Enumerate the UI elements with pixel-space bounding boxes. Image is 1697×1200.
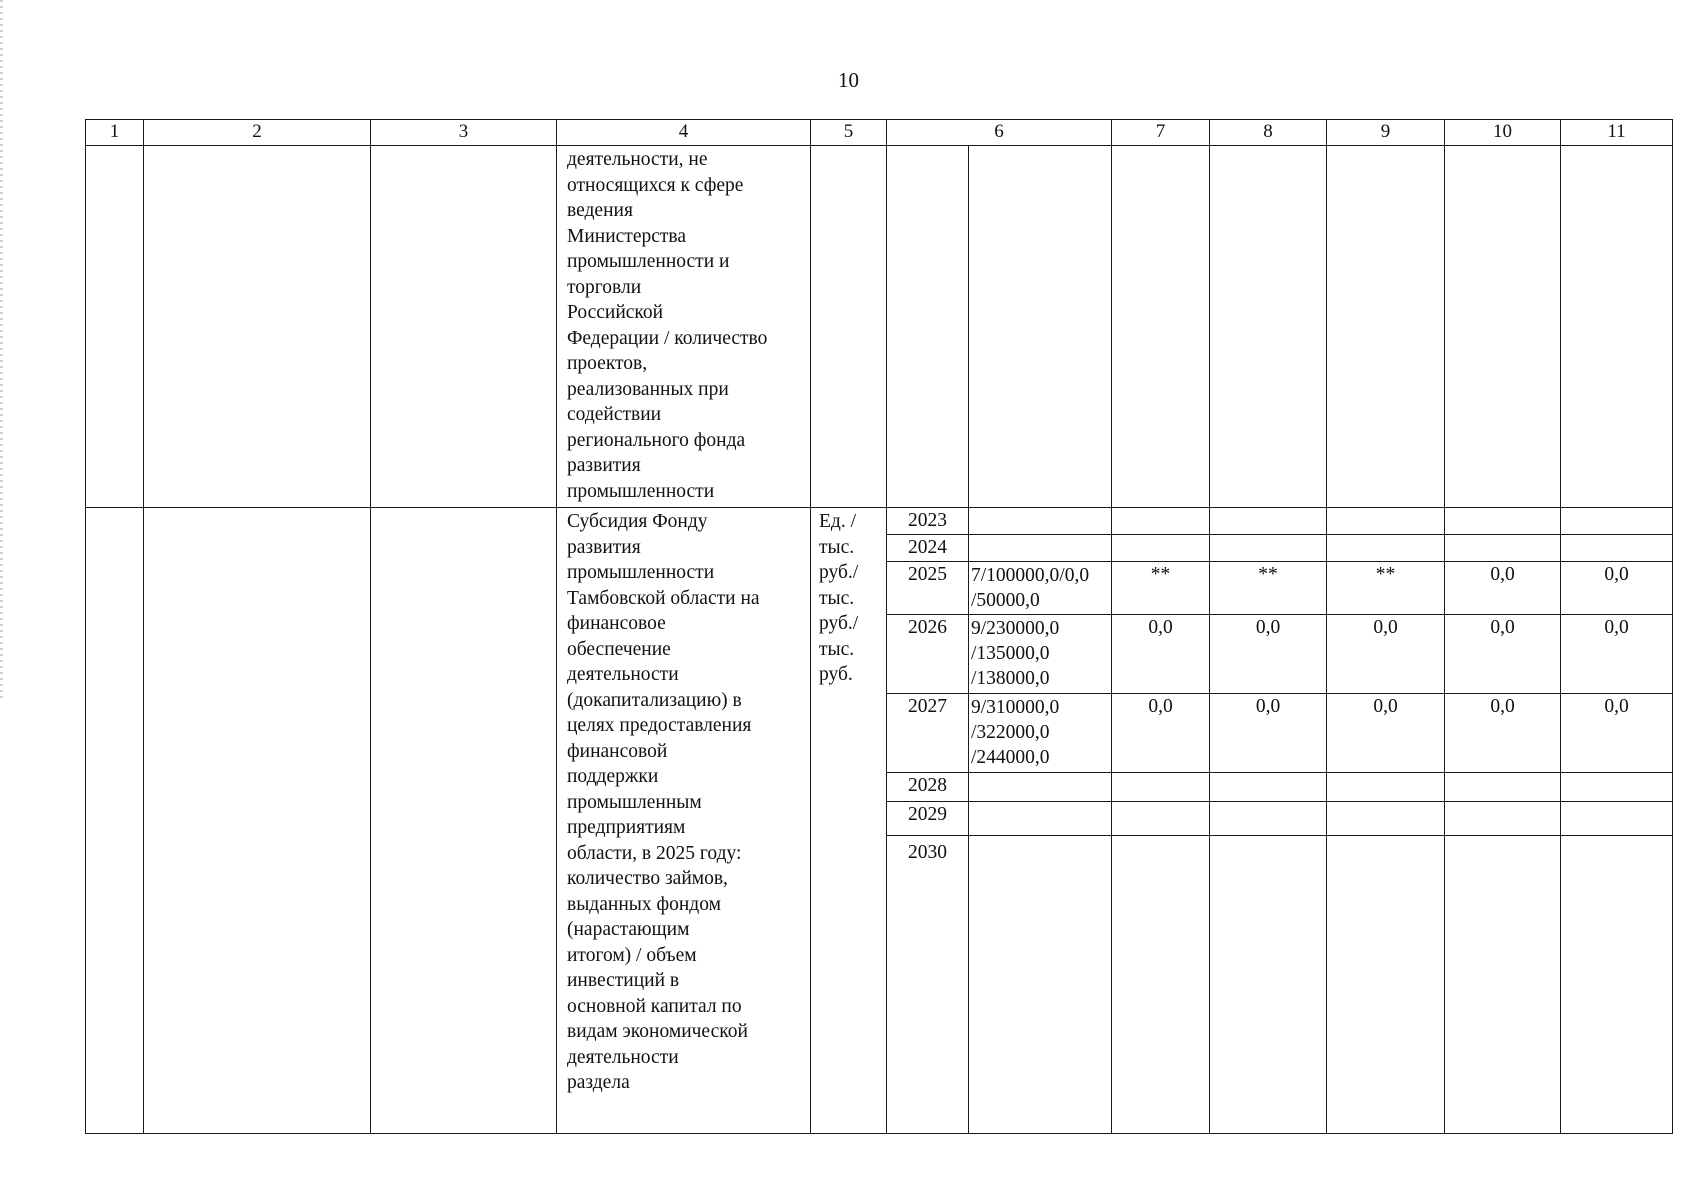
value-cell-col8: ** [1210, 562, 1327, 615]
cell-col10 [1445, 146, 1561, 508]
value-cell [1112, 773, 1210, 802]
header-cell: 7 [1112, 120, 1210, 146]
value-cell-col11: 0,0 [1561, 615, 1673, 694]
value-cell [1327, 535, 1445, 562]
year-cell: 2026 [887, 615, 969, 694]
value-cell [1327, 836, 1445, 1134]
header-cell: 2 [144, 120, 371, 146]
value-cell [1561, 836, 1673, 1134]
value-cell [1561, 535, 1673, 562]
value-cell [1445, 773, 1561, 802]
value-cell [1445, 802, 1561, 836]
scan-edge-mark [0, 0, 3, 700]
year-cell: 2029 [887, 802, 969, 836]
value-cell [1561, 508, 1673, 535]
value-cell-col10: 0,0 [1445, 694, 1561, 773]
value-cell [1210, 802, 1327, 836]
cell-col6a [887, 146, 969, 508]
value-cell-col7: 0,0 [1112, 694, 1210, 773]
value-cell [969, 836, 1112, 1134]
value-cell [1445, 535, 1561, 562]
subsidy-description [557, 508, 811, 1134]
value-cell [1112, 508, 1210, 535]
subsidy-description-text: Субсидия Фонду развития промышленности Тамбовской области на финансовое обеспечение деятельности (докапитализацию) в целях предоставления финансовой поддержки промышленным предприятиям области, в 2025 году: количество займов, выданных фондом (нарастающим итогом) / объем инвестиций в основной капитал по видам экономической деятельности раздела [567, 511, 760, 1093]
value-cell [1112, 802, 1210, 836]
cell-col1 [86, 146, 144, 508]
header-cell: 5 [811, 120, 887, 146]
year-cell: 2030 [887, 836, 969, 1134]
cell-col11 [1561, 146, 1673, 508]
cell-col3 [371, 146, 557, 508]
column-number-header [86, 120, 1673, 146]
value-cell [1210, 773, 1327, 802]
value-cell-col6 [969, 694, 1112, 773]
value-col6-text: 7/100000,0/0,0 /50000,0 [971, 565, 1090, 611]
value-cell-col9: ** [1327, 562, 1445, 615]
year-cell: 2027 [887, 694, 969, 773]
cell-col7 [1112, 146, 1210, 508]
program-table [85, 119, 1673, 1134]
value-cell-col9: 0,0 [1327, 694, 1445, 773]
cell-col1 [86, 508, 144, 1134]
unit-of-measure [811, 508, 887, 1134]
page-number: 10 [838, 68, 859, 92]
value-cell [969, 773, 1112, 802]
value-col6-text: 9/230000,0 /135000,0 /138000,0 [971, 618, 1060, 689]
value-cell-col8: 0,0 [1210, 615, 1327, 694]
value-cell-col10: 0,0 [1445, 615, 1561, 694]
value-cell-col6 [969, 562, 1112, 615]
header-cell: 11 [1561, 120, 1673, 146]
value-cell [1445, 836, 1561, 1134]
table-row-2023 [86, 508, 1673, 535]
year-cell: 2028 [887, 773, 969, 802]
indicator-description [557, 146, 811, 508]
value-cell [1561, 773, 1673, 802]
value-cell-col10: 0,0 [1445, 562, 1561, 615]
value-cell-col7: ** [1112, 562, 1210, 615]
header-cell: 8 [1210, 120, 1327, 146]
value-cell-col9: 0,0 [1327, 615, 1445, 694]
cell-col9 [1327, 146, 1445, 508]
value-cell-col11: 0,0 [1561, 694, 1673, 773]
unit-of-measure-text: Ед. / тыс. руб./ тыс. руб./ тыс. руб. [819, 511, 859, 685]
value-cell [1327, 802, 1445, 836]
cell-col6b [969, 146, 1112, 508]
year-cell: 2024 [887, 535, 969, 562]
header-cell: 4 [557, 120, 811, 146]
header-cell: 10 [1445, 120, 1561, 146]
cell-col5 [811, 146, 887, 508]
value-cell [969, 535, 1112, 562]
cell-col2 [144, 146, 371, 508]
indicator-description-text: деятельности, не относящихся к сфере ведения Министерства промышленности и торговли Российской Федерации / количество проектов, реализованных при содействии регионального фонда развития промышленности [567, 149, 768, 502]
value-cell-col7: 0,0 [1112, 615, 1210, 694]
value-cell [1210, 535, 1327, 562]
value-cell [1210, 508, 1327, 535]
cell-col3 [371, 508, 557, 1134]
value-cell [1210, 836, 1327, 1134]
value-cell-col8: 0,0 [1210, 694, 1327, 773]
value-cell [1112, 836, 1210, 1134]
header-cell: 9 [1327, 120, 1445, 146]
year-cell: 2023 [887, 508, 969, 535]
header-cell: 6 [887, 120, 1112, 146]
table-row-continuation [86, 146, 1673, 508]
cell-col2 [144, 508, 371, 1134]
header-cell: 3 [371, 120, 557, 146]
value-cell-col11: 0,0 [1561, 562, 1673, 615]
value-cell [969, 802, 1112, 836]
value-cell [1327, 508, 1445, 535]
value-cell-col6 [969, 615, 1112, 694]
cell-col8 [1210, 146, 1327, 508]
value-cell [1445, 508, 1561, 535]
header-cell: 1 [86, 120, 144, 146]
year-cell: 2025 [887, 562, 969, 615]
value-cell [1327, 773, 1445, 802]
value-cell [1112, 535, 1210, 562]
value-cell [969, 508, 1112, 535]
value-cell [1561, 802, 1673, 836]
value-col6-text: 9/310000,0 /322000,0 /244000,0 [971, 697, 1060, 768]
